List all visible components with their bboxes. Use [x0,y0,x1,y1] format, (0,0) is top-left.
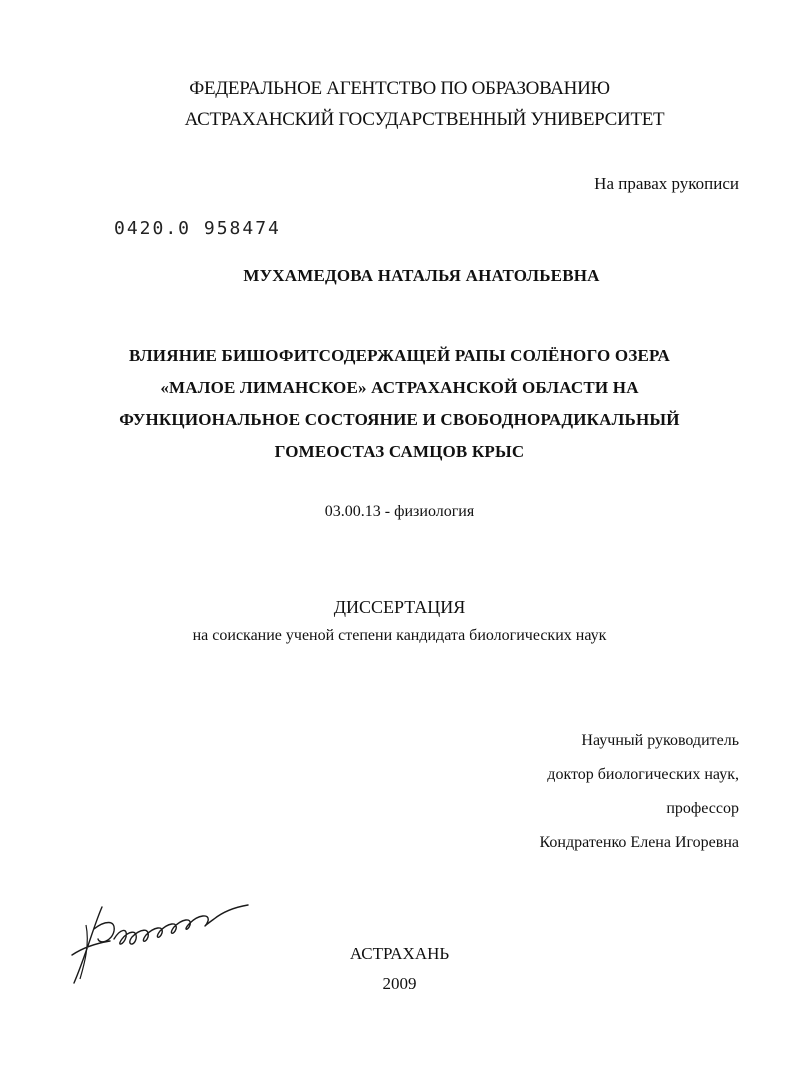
manuscript-note: На правах рукописи [594,174,739,193]
advisor-degree: доктор биологических наук, [547,766,739,783]
title-line: ФУНКЦИОНАЛЬНОЕ СОСТОЯНИЕ И СВОБОДНОРАДИКАЛЬНЫЙ [119,410,680,429]
agency-name: ФЕДЕРАЛЬНОЕ АГЕНТСТВО ПО ОБРАЗОВАНИЮ [189,78,610,99]
city: АСТРАХАНЬ [349,944,450,963]
advisor-block [540,724,739,860]
specialty-code: 03.00.13 - физиология [324,503,475,520]
advisor-role: Научный руководитель [581,732,739,749]
advisor-title: профессор [666,800,739,817]
title-line: «МАЛОЕ ЛИМАНСКОЕ» АСТРАХАНСКОЙ ОБЛАСТИ НА [160,378,639,397]
author-name: МУХАМЕДОВА НАТАЛЬЯ АНАТОЛЬЕВНА [243,266,600,285]
dissertation-title [0,340,799,468]
title-line: ВЛИЯНИЕ БИШОФИТСОДЕРЖАЩЕЙ РАПЫ СОЛЁНОГО ОЗЕРА [129,346,670,365]
stamp-code: 0420.0 958474 [114,218,281,239]
advisor-name: Кондратенко Елена Игоревна [539,834,739,851]
year: 2009 [382,974,417,993]
degree-sought: на соискание ученой степени кандидата биологических наук [192,627,607,644]
title-line: ГОМЕОСТАЗ САМЦОВ КРЫС [274,442,525,461]
document-type: ДИССЕРТАЦИЯ [333,597,466,617]
university-name: АСТРАХАНСКИЙ ГОСУДАРСТВЕННЫЙ УНИВЕРСИТЕТ [184,109,665,130]
